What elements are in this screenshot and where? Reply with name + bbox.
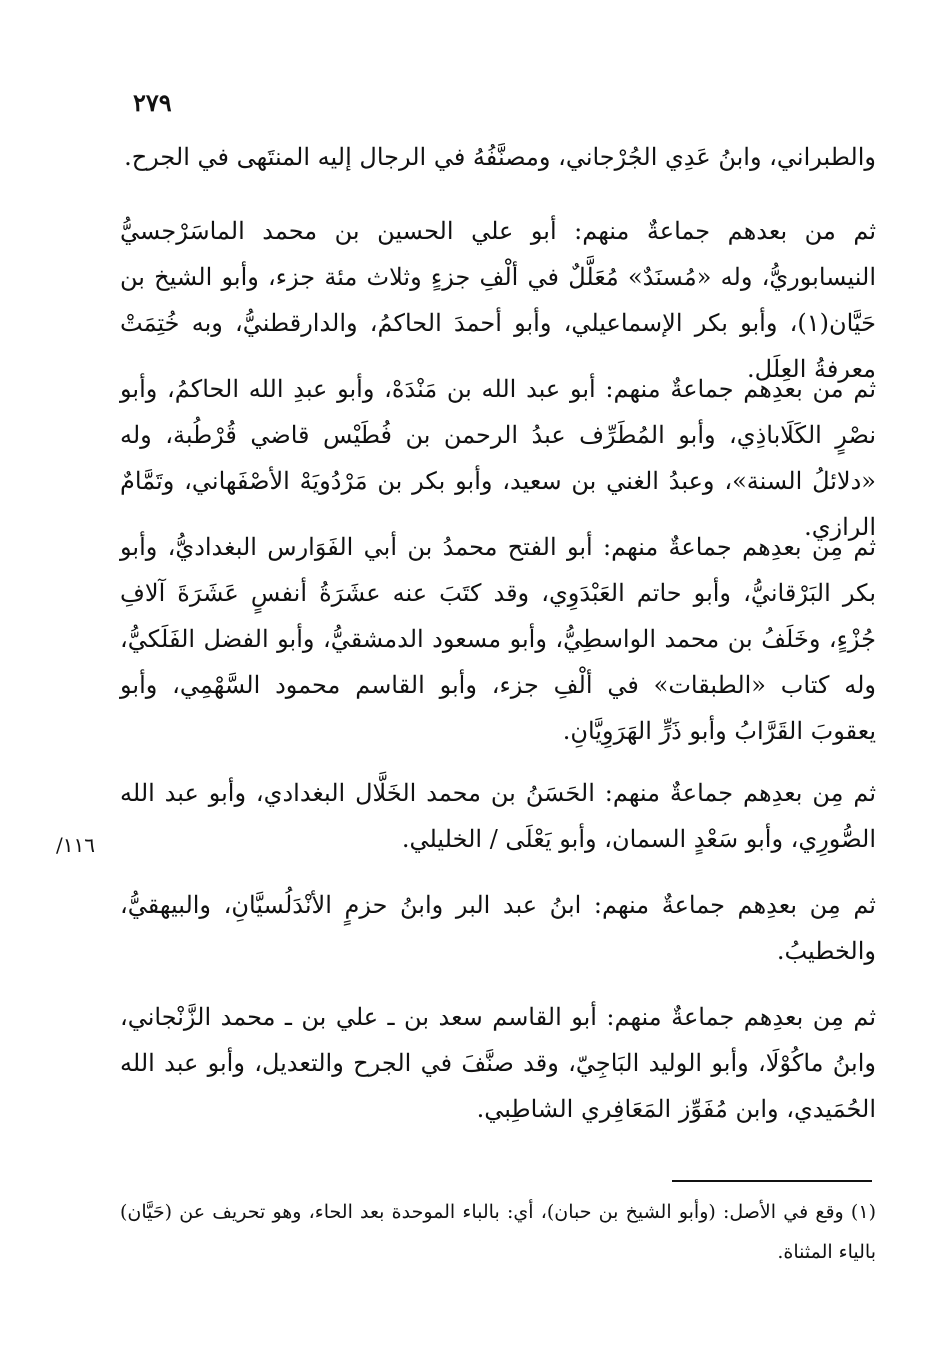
paragraph-7: ثم مِن بعدِهم جماعةٌ منهم: أبو القاسم سعد بن ـ علي بن ـ محمد الزَّنْجاني، وابنُ ماكُوْلَا، وأبو الوليد البَاجِيّ، وقد صنَّفَ في الجرح والتعديل، وأبو عبد الله الحُمَيدي، وابن مُفَوِّز المَعَافِري الشاطِبي. xyxy=(120,1003,876,1123)
page-number: ٢٧٩ xyxy=(133,88,172,117)
footnote: (١) وقع في الأصل: (وأبو الشيخ بن حبان)، أي: بالباء الموحدة بعد الحاء، وهو تحريف عن (حَيَّان) بالياء المثناة. xyxy=(120,1201,876,1263)
paragraph-1: والطبراني، وابنُ عَدِي الجُرْجاني، ومصنَّفُهُ في الرجال إليه المنتَهى في الجرح. xyxy=(124,143,876,171)
manuscript-folio-marker: ١١٦/ xyxy=(56,833,95,857)
paragraph-2: ثم من بعدهم جماعةٌ منهم: أبو علي الحسين بن محمد الماسَرْجسيُّ النيسابوريُّ، وله «مُسنَدٌ» مُعَلَّلٌ في ألْفِ جزءٍ وثلاث مئة جزء، وأبو الشيخ بن حَيَّان(١)، وأبو بكر الإسماعيلي، وأبو أحمدَ الحاكمُ، والدارقطنيُّ، وبه خُتِمَتْ معرفةُ العِلَل. xyxy=(120,217,876,383)
paragraph-3: ثم من بعدِهم جماعةٌ منهم: أبو عبد الله بن مَنْدَهْ، وأبو عبدِ الله الحاكمُ، وأبو نصْرٍ الكَلَاباذِي، وأبو المُطَرِّف عبدُ الرحمن بن فُطَيْس قاضي قُرْطُبة، وله «دلائلُ السنة»، وعبدُ الغني بن سعيد، وأبو بكر بن مَرْدُويَهْ الأصْفَهاني، وتَمَّامٌ الرازي. xyxy=(120,375,876,541)
footnote-divider xyxy=(672,1180,872,1182)
paragraph-4: ثم مِن بعدِهم جماعةٌ منهم: أبو الفتح محمدُ بن أبي الفَوَارس البغداديُّ، وأبو بكر البَرْقانيُّ، وأبو حاتم العَبْدَوِي، وقد كتَبَ عنه عشَرَةُ أنفسٍ عَشَرَةَ آلافِ جُزْءٍ، وخَلَفُ بن محمد الواسطِيُّ، وأبو مسعود الدمشقيُّ، وأبو الفضل الفَلَكيُّ، وله كتاب «الطبقات» في ألْفِ جزء، وأبو القاسم محمود السَّهْمِي، وأبو يعقوبَ القَرَّابُ وأبو ذَرٍّ الهَرَوِيَّانِ. xyxy=(120,533,876,745)
paragraph-6: ثم مِن بعدِهم جماعةٌ منهم: ابنُ عبد البر وابنُ حزمٍ الأنْدَلُسيَّانِ، والبيهقيُّ، والخطيبُ. xyxy=(120,891,876,965)
paragraph-5: ثم مِن بعدِهم جماعةٌ منهم: الحَسَنُ بن محمد الخَلَّال البغدادي، وأبو عبد الله الصُّورِي، وأبو سَعْدٍ السمان، وأبو يَعْلَى / الخليلي. xyxy=(120,779,876,853)
